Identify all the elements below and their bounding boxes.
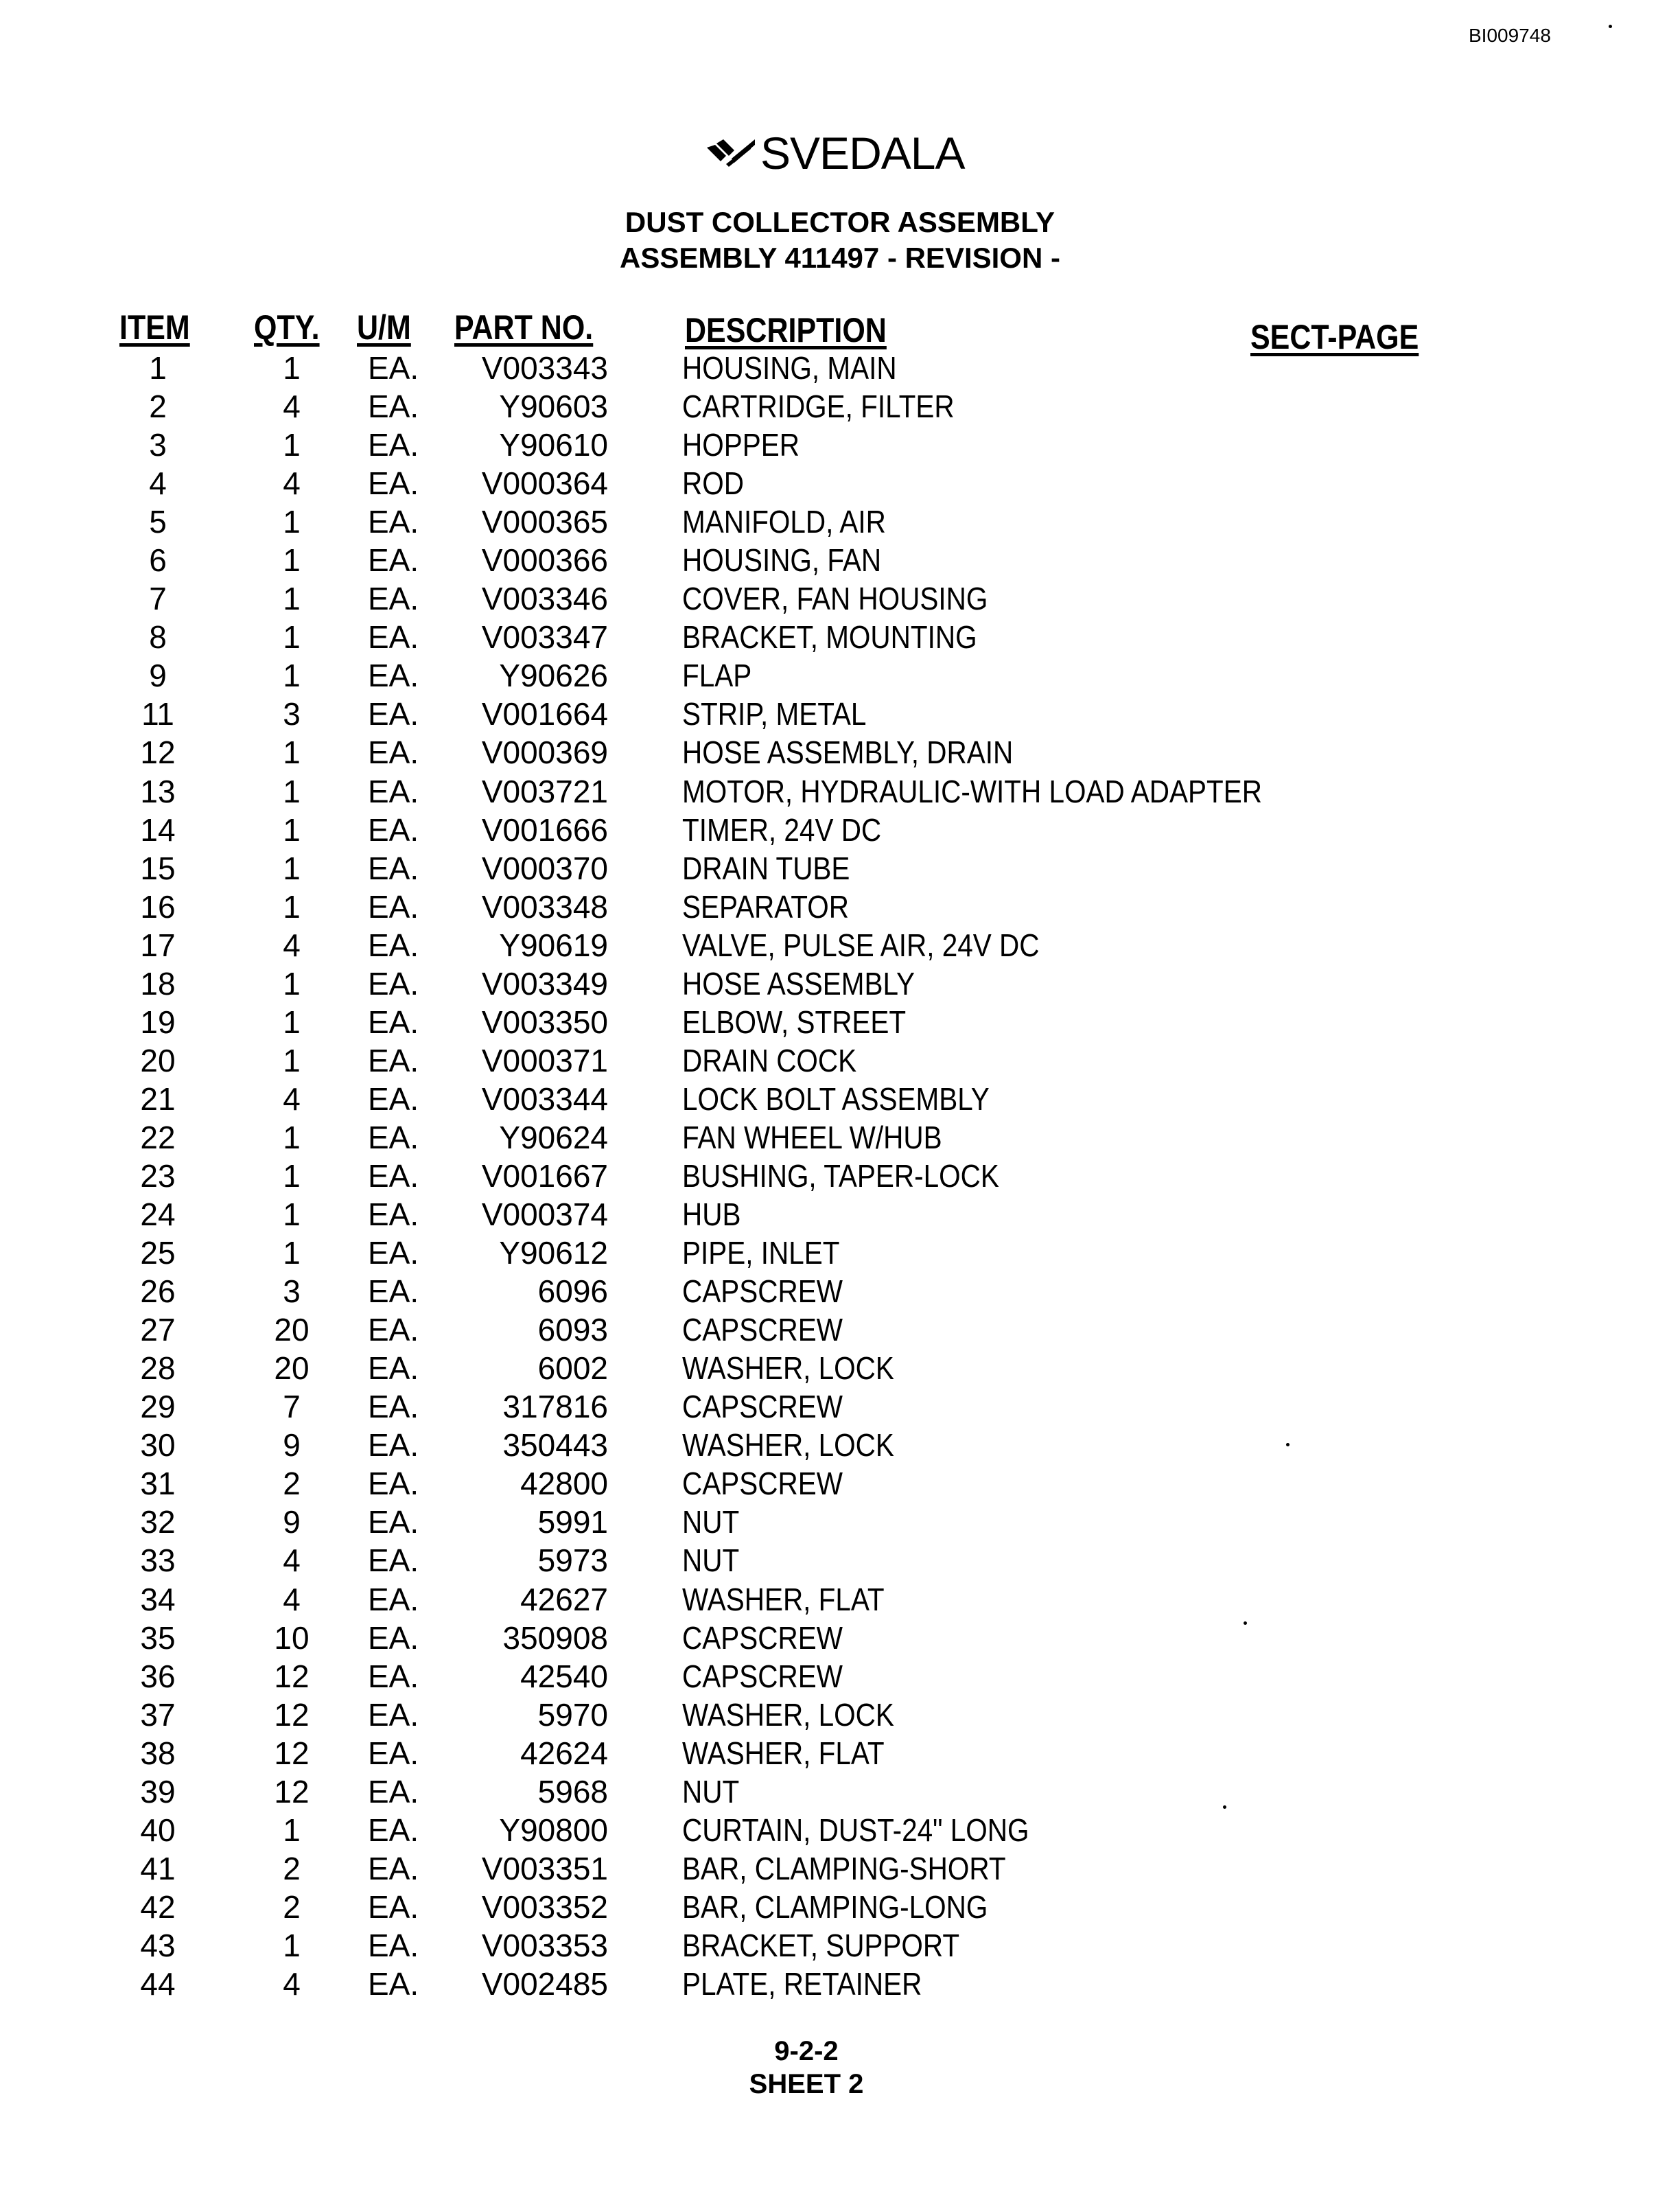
part-no-cell: V003347 (481, 619, 608, 656)
item-cell: 34 (140, 1581, 176, 1617)
item-cell: 15 (140, 850, 176, 886)
description-cell: BUSHING, TAPER-LOCK (682, 1157, 999, 1194)
table-row (0, 1118, 1680, 1157)
table-row (0, 964, 1680, 1003)
um-cell: EA. (368, 1812, 419, 1848)
qty-cell: 7 (283, 1389, 301, 1425)
table-row (0, 1272, 1680, 1310)
part-no-cell: 5991 (537, 1504, 608, 1540)
part-no-cell: V003348 (481, 888, 608, 925)
table-row (0, 1734, 1680, 1772)
description-cell: NUT (682, 1504, 740, 1540)
qty-cell: 4 (283, 927, 301, 963)
part-no-cell: V003351 (481, 1850, 608, 1886)
description-cell: CAPSCREW (682, 1466, 843, 1502)
part-no-cell: V000369 (481, 735, 608, 771)
qty-cell: 3 (283, 1273, 301, 1310)
um-cell: EA. (368, 735, 419, 771)
part-no-cell: V003343 (481, 350, 608, 386)
table-row (0, 1849, 1680, 1888)
qty-cell: 4 (283, 1080, 301, 1117)
item-cell: 30 (140, 1427, 176, 1464)
qty-cell: 2 (283, 1888, 301, 1925)
description-cell: DRAIN COCK (682, 1042, 857, 1078)
qty-cell: 9 (283, 1427, 301, 1464)
part-no-cell: Y90800 (499, 1812, 608, 1848)
scan-speck (1609, 25, 1612, 28)
description-cell: WASHER, LOCK (682, 1350, 894, 1387)
description-cell: FLAP (682, 658, 752, 694)
qty-cell: 12 (274, 1735, 310, 1771)
svedala-logo (705, 129, 964, 177)
table-row (0, 349, 1680, 387)
qty-cell: 1 (283, 888, 301, 925)
description-cell: HOUSING, FAN (682, 542, 882, 579)
item-cell: 41 (140, 1850, 176, 1886)
um-cell: EA. (368, 1157, 419, 1194)
um-cell: EA. (368, 1542, 419, 1579)
header-item: ITEM (119, 308, 190, 347)
item-cell: 37 (140, 1696, 176, 1733)
um-cell: EA. (368, 888, 419, 925)
qty-cell: 3 (283, 696, 301, 732)
qty-cell: 1 (283, 1157, 301, 1194)
description-cell: HOPPER (682, 427, 800, 463)
table-row (0, 1387, 1680, 1426)
qty-cell: 12 (274, 1696, 310, 1733)
description-cell: MOTOR, HYDRAULIC-WITH LOAD ADAPTER (682, 773, 1262, 809)
item-cell: 16 (140, 888, 176, 925)
um-cell: EA. (368, 1389, 419, 1425)
um-cell: EA. (368, 1696, 419, 1733)
qty-cell: 1 (283, 1119, 301, 1155)
part-no-cell: 317816 (502, 1389, 608, 1425)
qty-cell: 1 (283, 542, 301, 579)
part-no-cell: V003346 (481, 581, 608, 617)
qty-cell: 1 (283, 773, 301, 809)
part-no-cell: 5973 (537, 1542, 608, 1579)
description-cell: STRIP, METAL (682, 696, 867, 732)
qty-cell: 1 (283, 850, 301, 886)
header-description: DESCRIPTION (685, 311, 887, 349)
description-cell: HOSE ASSEMBLY (682, 965, 915, 1002)
qty-cell: 1 (283, 619, 301, 656)
um-cell: EA. (368, 1427, 419, 1464)
part-no-cell: V001664 (481, 696, 608, 732)
table-row (0, 1580, 1680, 1619)
description-cell: CAPSCREW (682, 1389, 843, 1425)
um-cell: EA. (368, 350, 419, 386)
qty-cell: 4 (283, 1542, 301, 1579)
part-no-cell: V003349 (481, 965, 608, 1002)
part-no-cell: V003721 (481, 773, 608, 809)
qty-cell: 9 (283, 1504, 301, 1540)
header-um: U/M (357, 308, 411, 347)
um-cell: EA. (368, 581, 419, 617)
um-cell: EA. (368, 1004, 419, 1040)
part-no-cell: Y90624 (499, 1119, 608, 1155)
part-no-cell: V003350 (481, 1004, 608, 1040)
qty-cell: 1 (283, 1235, 301, 1271)
table-row (0, 1811, 1680, 1849)
um-cell: EA. (368, 850, 419, 886)
um-cell: EA. (368, 427, 419, 463)
um-cell: EA. (368, 1965, 419, 2002)
qty-cell: 1 (283, 1042, 301, 1078)
part-no-cell: 42540 (520, 1658, 608, 1694)
qty-cell: 1 (283, 350, 301, 386)
part-no-cell: 42624 (520, 1735, 608, 1771)
qty-cell: 10 (274, 1619, 310, 1656)
item-cell: 29 (140, 1389, 176, 1425)
part-no-cell: V003352 (481, 1888, 608, 1925)
table-row (0, 1926, 1680, 1965)
item-cell: 19 (140, 1004, 176, 1040)
qty-cell: 1 (283, 581, 301, 617)
part-no-cell: 350443 (502, 1427, 608, 1464)
header-part-no: PART NO. (454, 308, 594, 347)
qty-cell: 4 (283, 465, 301, 502)
part-no-cell: 6093 (537, 1312, 608, 1348)
table-row (0, 811, 1680, 849)
item-cell: 14 (140, 811, 176, 848)
item-cell: 25 (140, 1235, 176, 1271)
description-cell: PLATE, RETAINER (682, 1965, 922, 2002)
item-cell: 11 (141, 696, 174, 732)
parts-list (0, 349, 1680, 2003)
um-cell: EA. (368, 1042, 419, 1078)
qty-cell: 20 (274, 1350, 310, 1387)
description-cell: HUB (682, 1196, 741, 1233)
description-cell: LOCK BOLT ASSEMBLY (682, 1080, 990, 1117)
um-cell: EA. (368, 1888, 419, 1925)
qty-cell: 1 (283, 735, 301, 771)
um-cell: EA. (368, 1773, 419, 1810)
item-cell: 20 (140, 1042, 176, 1078)
um-cell: EA. (368, 1196, 419, 1233)
table-row (0, 502, 1680, 541)
description-cell: BRACKET, MOUNTING (682, 619, 977, 656)
description-cell: BAR, CLAMPING-SHORT (682, 1850, 1006, 1886)
table-row (0, 1157, 1680, 1195)
part-no-cell: V000365 (481, 504, 608, 540)
description-cell: CURTAIN, DUST-24" LONG (682, 1812, 1029, 1848)
part-no-cell: V003344 (481, 1080, 608, 1117)
item-cell: 12 (140, 735, 176, 771)
table-row (0, 772, 1680, 811)
table-row (0, 426, 1680, 464)
part-no-cell: 42800 (520, 1466, 608, 1502)
table-row (0, 926, 1680, 964)
um-cell: EA. (368, 1850, 419, 1886)
item-cell: 4 (149, 465, 167, 502)
part-no-cell: 5970 (537, 1696, 608, 1733)
qty-cell: 4 (283, 1581, 301, 1617)
description-cell: ELBOW, STREET (682, 1004, 907, 1040)
description-cell: CAPSCREW (682, 1619, 843, 1656)
qty-cell: 1 (283, 1196, 301, 1233)
part-no-cell: Y90626 (499, 658, 608, 694)
table-row (0, 1003, 1680, 1041)
part-no-cell: Y90612 (499, 1235, 608, 1271)
item-cell: 22 (140, 1119, 176, 1155)
qty-cell: 4 (283, 389, 301, 425)
um-cell: EA. (368, 927, 419, 963)
table-row (0, 1541, 1680, 1580)
header-sect-page: SECT-PAGE (1250, 318, 1419, 356)
description-cell: NUT (682, 1542, 740, 1579)
qty-cell: 20 (274, 1312, 310, 1348)
um-cell: EA. (368, 504, 419, 540)
table-row (0, 656, 1680, 695)
item-cell: 2 (149, 389, 167, 425)
um-cell: EA. (368, 542, 419, 579)
description-cell: HOUSING, MAIN (682, 350, 897, 386)
item-cell: 23 (140, 1157, 176, 1194)
logo-text: SVEDALA (760, 128, 965, 178)
part-no-cell: V000374 (481, 1196, 608, 1233)
item-cell: 5 (149, 504, 167, 540)
page-number: 9-2-2 (774, 2036, 839, 2066)
description-cell: DRAIN TUBE (682, 850, 850, 886)
item-cell: 18 (140, 965, 176, 1002)
description-cell: WASHER, LOCK (682, 1696, 894, 1733)
table-row (0, 849, 1680, 888)
table-row (0, 1080, 1680, 1118)
svedala-logo-icon (705, 138, 756, 168)
part-no-cell: V000370 (481, 850, 608, 886)
um-cell: EA. (368, 811, 419, 848)
um-cell: EA. (368, 1619, 419, 1656)
part-no-cell: V000364 (481, 465, 608, 502)
table-row (0, 1310, 1680, 1349)
part-no-cell: V001667 (481, 1157, 608, 1194)
table-row (0, 695, 1680, 733)
part-no-cell: 6096 (537, 1273, 608, 1310)
item-cell: 21 (140, 1080, 176, 1117)
um-cell: EA. (368, 1235, 419, 1271)
sheet-number: SHEET 2 (749, 2069, 864, 2099)
um-cell: EA. (368, 1581, 419, 1617)
part-no-cell: 6002 (537, 1350, 608, 1387)
table-row (0, 888, 1680, 926)
part-no-cell: V003353 (481, 1927, 608, 1963)
description-cell: CAPSCREW (682, 1658, 843, 1694)
description-cell: CARTRIDGE, FILTER (682, 389, 955, 425)
part-no-cell: Y90619 (499, 927, 608, 963)
table-row (0, 1965, 1680, 2003)
table-row (0, 1041, 1680, 1080)
assembly-subtitle: ASSEMBLY 411497 - REVISION - (620, 242, 1060, 274)
table-row (0, 1503, 1680, 1541)
table-row (0, 1426, 1680, 1464)
qty-cell: 2 (283, 1466, 301, 1502)
item-cell: 32 (140, 1504, 176, 1540)
item-cell: 43 (140, 1927, 176, 1963)
qty-cell: 1 (283, 427, 301, 463)
um-cell: EA. (368, 696, 419, 732)
table-row (0, 579, 1680, 618)
table-row (0, 1619, 1680, 1657)
table-row (0, 1657, 1680, 1696)
item-cell: 40 (140, 1812, 176, 1848)
part-no-cell: Y90603 (499, 389, 608, 425)
description-cell: WASHER, LOCK (682, 1427, 894, 1464)
um-cell: EA. (368, 1312, 419, 1348)
um-cell: EA. (368, 1658, 419, 1694)
description-cell: WASHER, FLAT (682, 1581, 885, 1617)
item-cell: 17 (140, 927, 176, 963)
item-cell: 39 (140, 1773, 176, 1810)
header-qty: QTY. (254, 308, 320, 347)
qty-cell: 2 (283, 1850, 301, 1886)
description-cell: NUT (682, 1773, 740, 1810)
item-cell: 1 (149, 350, 167, 386)
part-no-cell: Y90610 (499, 427, 608, 463)
part-no-cell: V001666 (481, 811, 608, 848)
table-row (0, 541, 1680, 579)
item-cell: 7 (149, 581, 167, 617)
table-row (0, 1464, 1680, 1503)
part-no-cell: 42627 (520, 1581, 608, 1617)
part-no-cell: V002485 (481, 1965, 608, 2002)
document-id: BI009748 (1469, 25, 1551, 46)
part-no-cell: V000366 (481, 542, 608, 579)
table-row (0, 733, 1680, 772)
um-cell: EA. (368, 1119, 419, 1155)
description-cell: CAPSCREW (682, 1312, 843, 1348)
description-cell: HOSE ASSEMBLY, DRAIN (682, 735, 1014, 771)
um-cell: EA. (368, 389, 419, 425)
um-cell: EA. (368, 1350, 419, 1387)
um-cell: EA. (368, 1273, 419, 1310)
description-cell: FAN WHEEL W/HUB (682, 1119, 942, 1155)
item-cell: 38 (140, 1735, 176, 1771)
table-row (0, 387, 1680, 426)
um-cell: EA. (368, 1080, 419, 1117)
description-cell: PIPE, INLET (682, 1235, 840, 1271)
item-cell: 42 (140, 1888, 176, 1925)
qty-cell: 4 (283, 1965, 301, 2002)
item-cell: 28 (140, 1350, 176, 1387)
table-row (0, 1888, 1680, 1926)
document-title: DUST COLLECTOR ASSEMBLY (625, 206, 1055, 238)
um-cell: EA. (368, 773, 419, 809)
table-row (0, 618, 1680, 656)
item-cell: 3 (149, 427, 167, 463)
item-cell: 24 (140, 1196, 176, 1233)
um-cell: EA. (368, 1927, 419, 1963)
qty-cell: 1 (283, 658, 301, 694)
qty-cell: 12 (274, 1658, 310, 1694)
item-cell: 36 (140, 1658, 176, 1694)
um-cell: EA. (368, 965, 419, 1002)
description-cell: CAPSCREW (682, 1273, 843, 1310)
um-cell: EA. (368, 1466, 419, 1502)
table-row (0, 1772, 1680, 1811)
qty-cell: 1 (283, 1004, 301, 1040)
description-cell: ROD (682, 465, 744, 502)
item-cell: 26 (140, 1273, 176, 1310)
part-no-cell: 350908 (502, 1619, 608, 1656)
um-cell: EA. (368, 619, 419, 656)
description-cell: TIMER, 24V DC (682, 811, 882, 848)
um-cell: EA. (368, 1504, 419, 1540)
item-cell: 44 (140, 1965, 176, 2002)
um-cell: EA. (368, 465, 419, 502)
item-cell: 13 (140, 773, 176, 809)
table-row (0, 1696, 1680, 1734)
table-row (0, 1349, 1680, 1387)
table-row (0, 1234, 1680, 1272)
um-cell: EA. (368, 1735, 419, 1771)
description-cell: SEPARATOR (682, 888, 849, 925)
description-cell: MANIFOLD, AIR (682, 504, 886, 540)
item-cell: 27 (140, 1312, 176, 1348)
qty-cell: 1 (283, 1812, 301, 1848)
qty-cell: 12 (274, 1773, 310, 1810)
table-row (0, 1195, 1680, 1234)
description-cell: COVER, FAN HOUSING (682, 581, 988, 617)
part-no-cell: V000371 (481, 1042, 608, 1078)
table-row (0, 464, 1680, 502)
description-cell: BRACKET, SUPPORT (682, 1927, 960, 1963)
qty-cell: 1 (283, 504, 301, 540)
description-cell: BAR, CLAMPING-LONG (682, 1888, 988, 1925)
qty-cell: 1 (283, 965, 301, 1002)
part-no-cell: 5968 (537, 1773, 608, 1810)
qty-cell: 1 (283, 1927, 301, 1963)
qty-cell: 1 (283, 811, 301, 848)
item-cell: 9 (149, 658, 167, 694)
item-cell: 35 (140, 1619, 176, 1656)
description-cell: VALVE, PULSE AIR, 24V DC (682, 927, 1040, 963)
item-cell: 33 (140, 1542, 176, 1579)
item-cell: 31 (140, 1466, 176, 1502)
item-cell: 6 (149, 542, 167, 579)
item-cell: 8 (149, 619, 167, 656)
um-cell: EA. (368, 658, 419, 694)
description-cell: WASHER, FLAT (682, 1735, 885, 1771)
